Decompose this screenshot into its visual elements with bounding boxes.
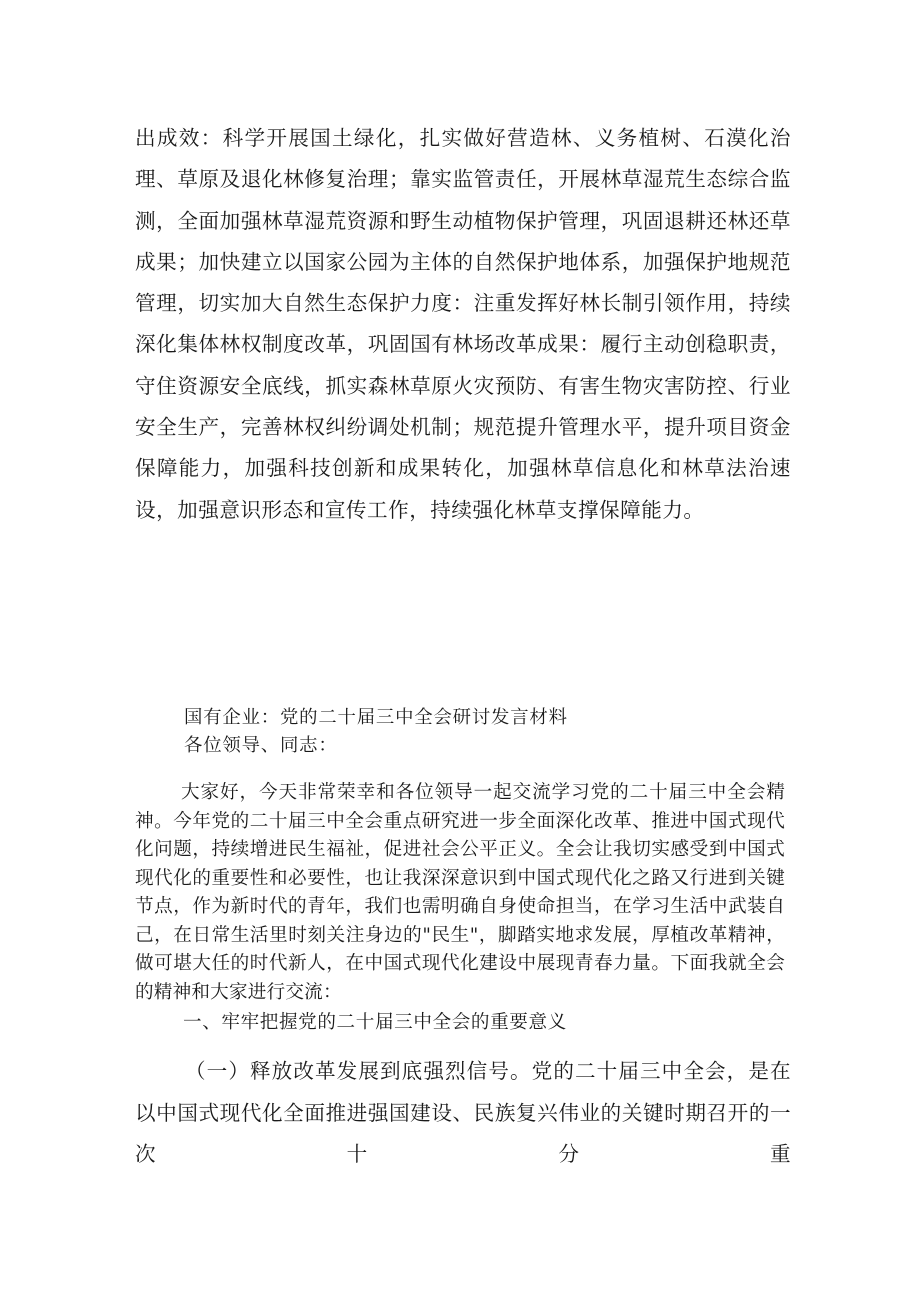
speech-header <box>184 704 784 760</box>
section-heading-1: 一、牢牢把握党的二十届三中全会的重要意义 <box>183 1012 567 1033</box>
document-title: 国有企业：党的二十届三中全会研讨发言材料 <box>184 707 568 728</box>
salutation: 各位领导、同志： <box>184 735 338 756</box>
body-paragraph-subsection-1: （一）释放改革发展到底强烈信号。党的二十届三中全会，是在以中国式现代化全面推进强国建设、民族复兴伟业的关键时期召开的一次十分重 <box>135 1059 791 1166</box>
body-paragraph-forestry: 出成效：科学开展国土绿化，扎实做好营造林、义务植树、石漠化治理、草原及退化林修复治理；靠实监管责任，开展林草湿荒生态综合监测，全面加强林草湿荒资源和野生动植物保护管理，巩固退耕还林还草成果；加快建立以国家公园为主体的自然保护地体系，加强保护地规范管理，切实加大自然生态保护力度：注重发挥好林长制引领作用，持续深化集体林权制度改革，巩固国有林场改革成果：履行主动创稳职责，守住资源安全底线，抓实森林草原火灾预防、有害生物灾害防控、行业安全生产，完善林权纠纷调处机制；规范提升管理水平，提升项目资金保障能力，加强科技创新和成果转化，加强林草信息化和林草法治速设，加强意识形态和宣传工作，持续强化林草支撑保障能力。 <box>135 126 791 522</box>
body-paragraph-introduction: 大家好，今天非常荣幸和各位领导一起交流学习党的二十届三中全会精神。今年党的二十届三中全会重点研究进一步全面深化改革、推进中国式现代化问题，持续增进民生福祉，促进社会公平正义。全会让我切实感受到中国式现代化的重要性和必要性，也让我深深意识到中国式现代化之路又行进到关键节点，作为新时代的青年，我们也需明确自身使命担当，在学习生活中武装自己，在日常生活里时刻关注身边的"民生"，脚踏实地求发展，厚植改革精神，做可堪大任的时代新人，在中国式现代化建设中展现青春力量。下面我就全会的精神和大家进行交流： <box>135 782 785 1003</box>
